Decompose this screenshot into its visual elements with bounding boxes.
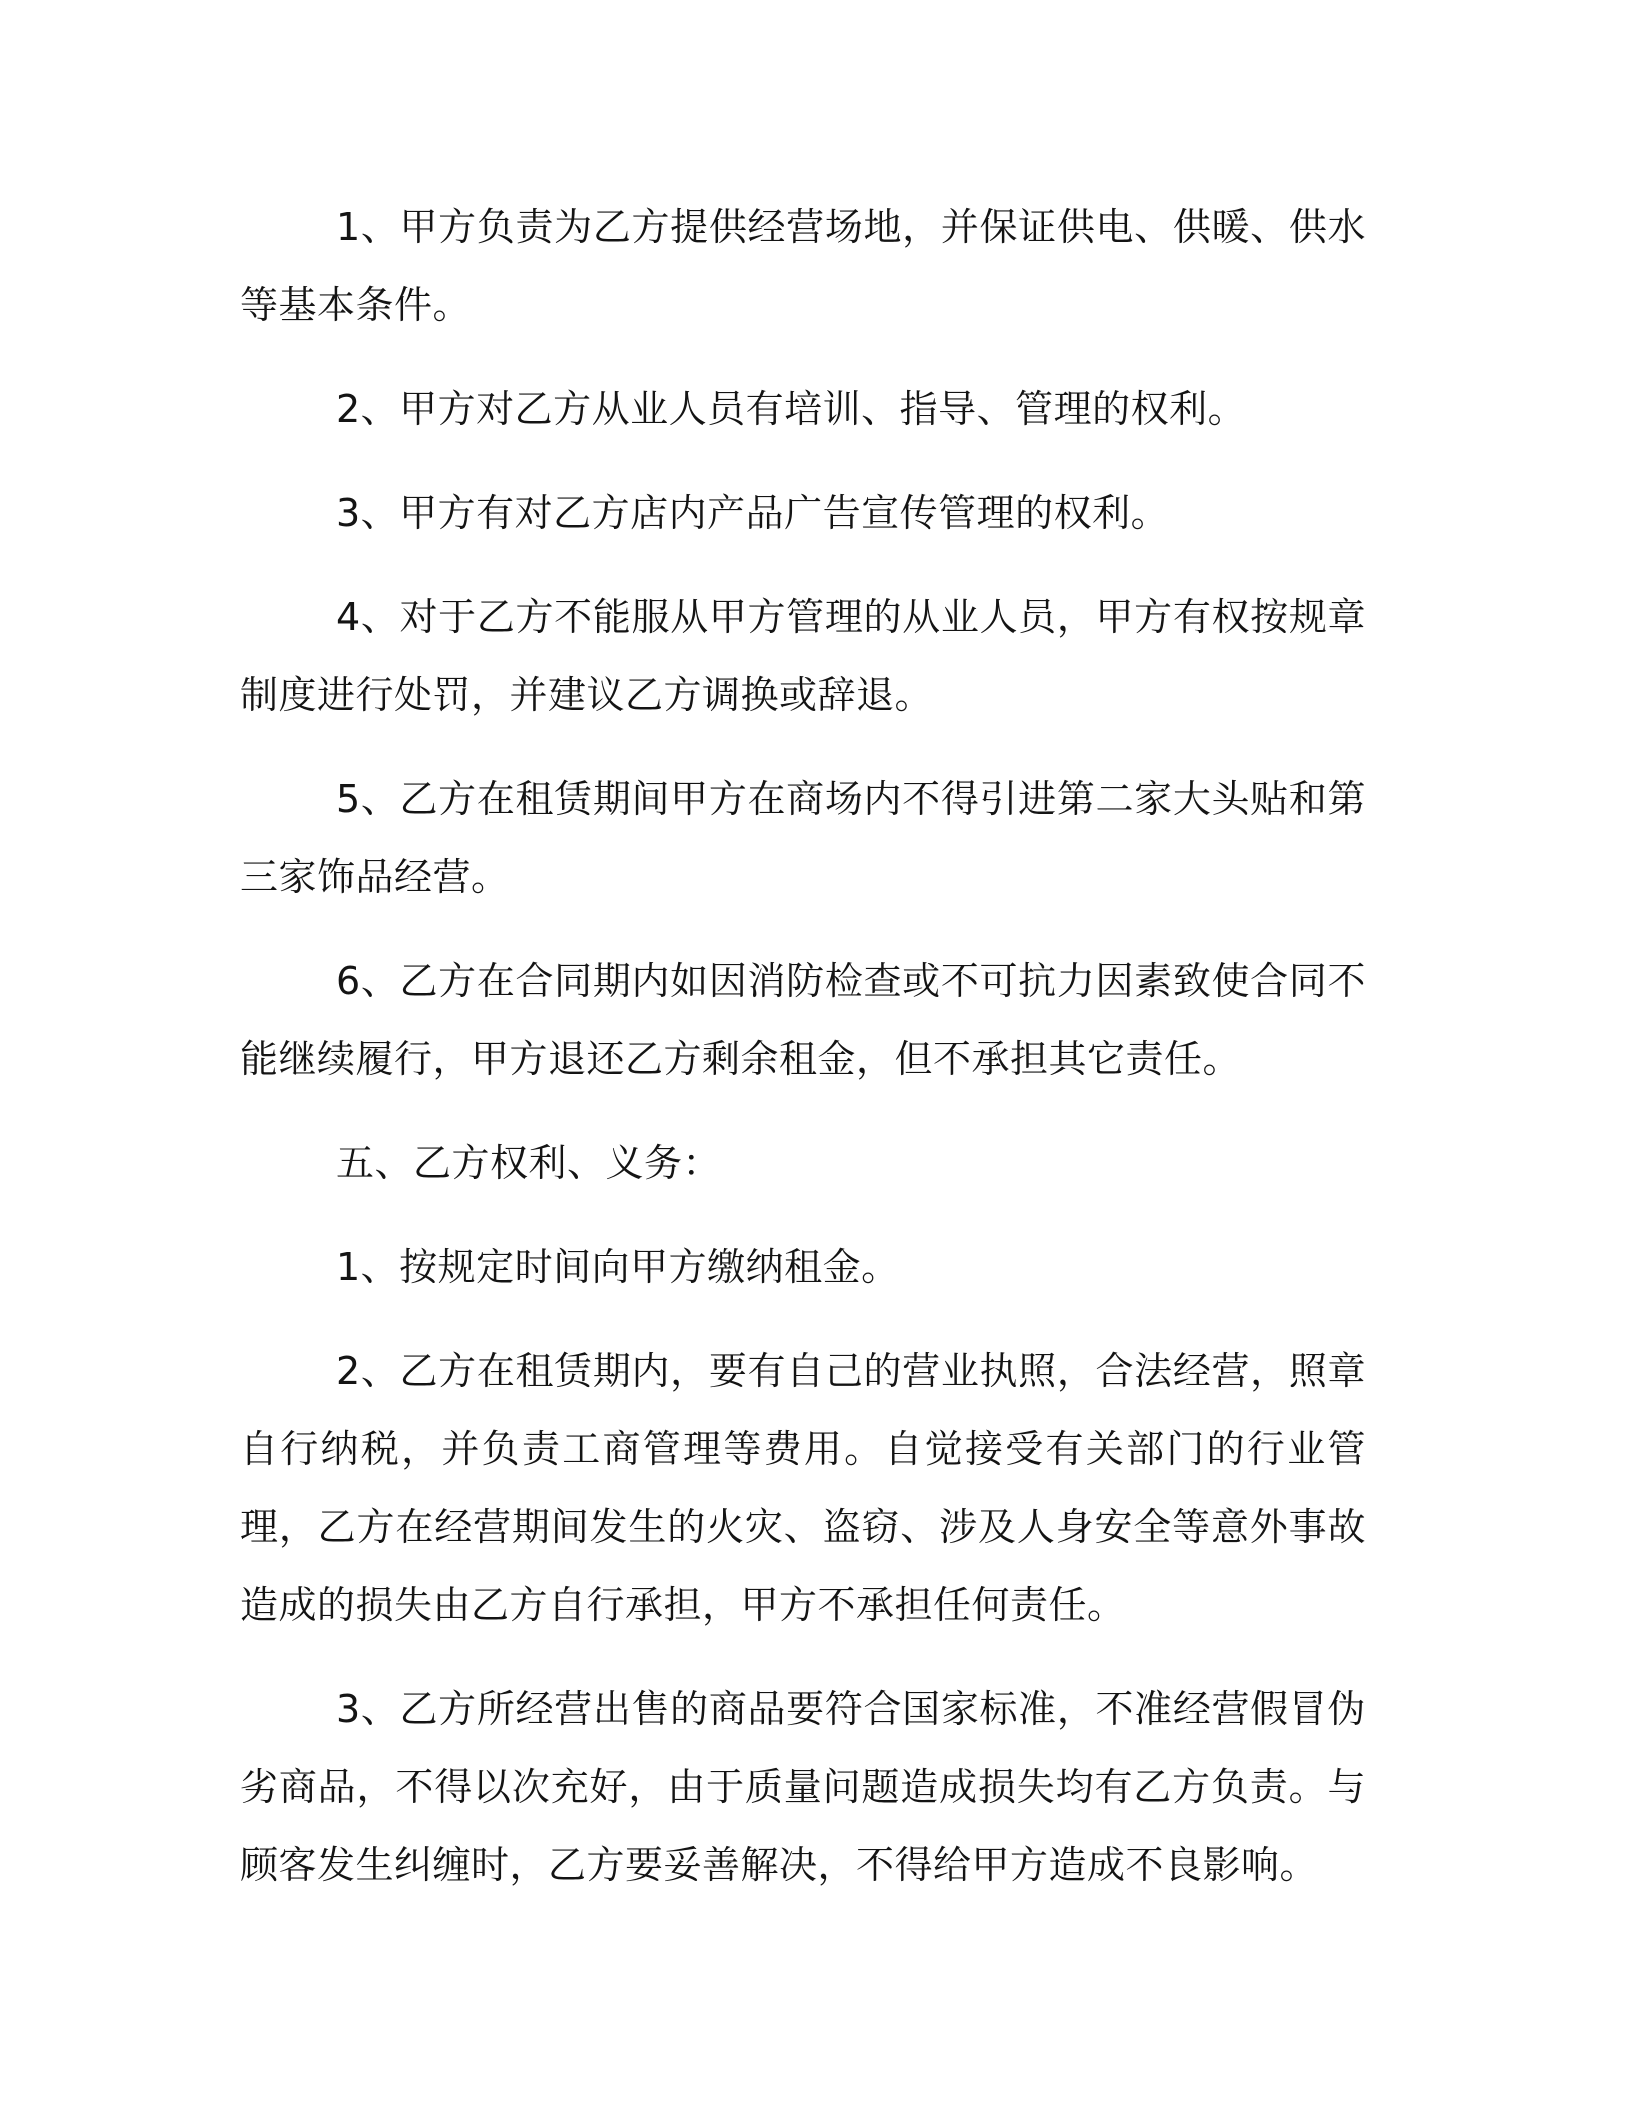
paragraph-landlord-duty-6: 6、乙方在合同期内如因消防检查或不可抗力因素致使合同不能继续履行，甲方退还乙方剩余租金，但不承担其它责任。: [240, 959, 1366, 1081]
paragraph-landlord-duty-4: 4、对于乙方不能服从甲方管理的从业人员，甲方有权按规章制度进行处罚，并建议乙方调换或辞退。: [240, 595, 1366, 717]
paragraph-landlord-duty-1: 1、甲方负责为乙方提供经营场地，并保证供电、供暖、供水等基本条件。: [240, 205, 1366, 327]
paragraph-landlord-duty-3: 3、甲方有对乙方店内产品广告宣传管理的权利。: [336, 491, 1170, 535]
paragraph-tenant-duty-1: 1、按规定时间向甲方缴纳租金。: [336, 1245, 900, 1289]
section-heading-tenant-rights: 五、乙方权利、义务：: [336, 1141, 722, 1185]
paragraph-landlord-duty-2: 2、甲方对乙方从业人员有培训、指导、管理的权利。: [336, 387, 1247, 431]
paragraph-landlord-duty-5: 5、乙方在租赁期间甲方在商场内不得引进第二家大头贴和第三家饰品经营。: [240, 777, 1366, 899]
paragraph-tenant-duty-2: 2、乙方在租赁期内，要有自己的营业执照，合法经营，照章自行纳税，并负责工商管理等费用。自觉接受有关部门的行业管理，乙方在经营期间发生的火灾、盗窃、涉及人身安全等意外事故造成的损失由乙方自行承担，甲方不承担任何责任。: [240, 1349, 1366, 1627]
paragraph-tenant-duty-3: 3、乙方所经营出售的商品要符合国家标准，不准经营假冒伪劣商品，不得以次充好，由于质量问题造成损失均有乙方负责。与顾客发生纠缠时，乙方要妥善解决，不得给甲方造成不良影响。: [240, 1687, 1366, 1887]
document-body: [240, 188, 1366, 1930]
